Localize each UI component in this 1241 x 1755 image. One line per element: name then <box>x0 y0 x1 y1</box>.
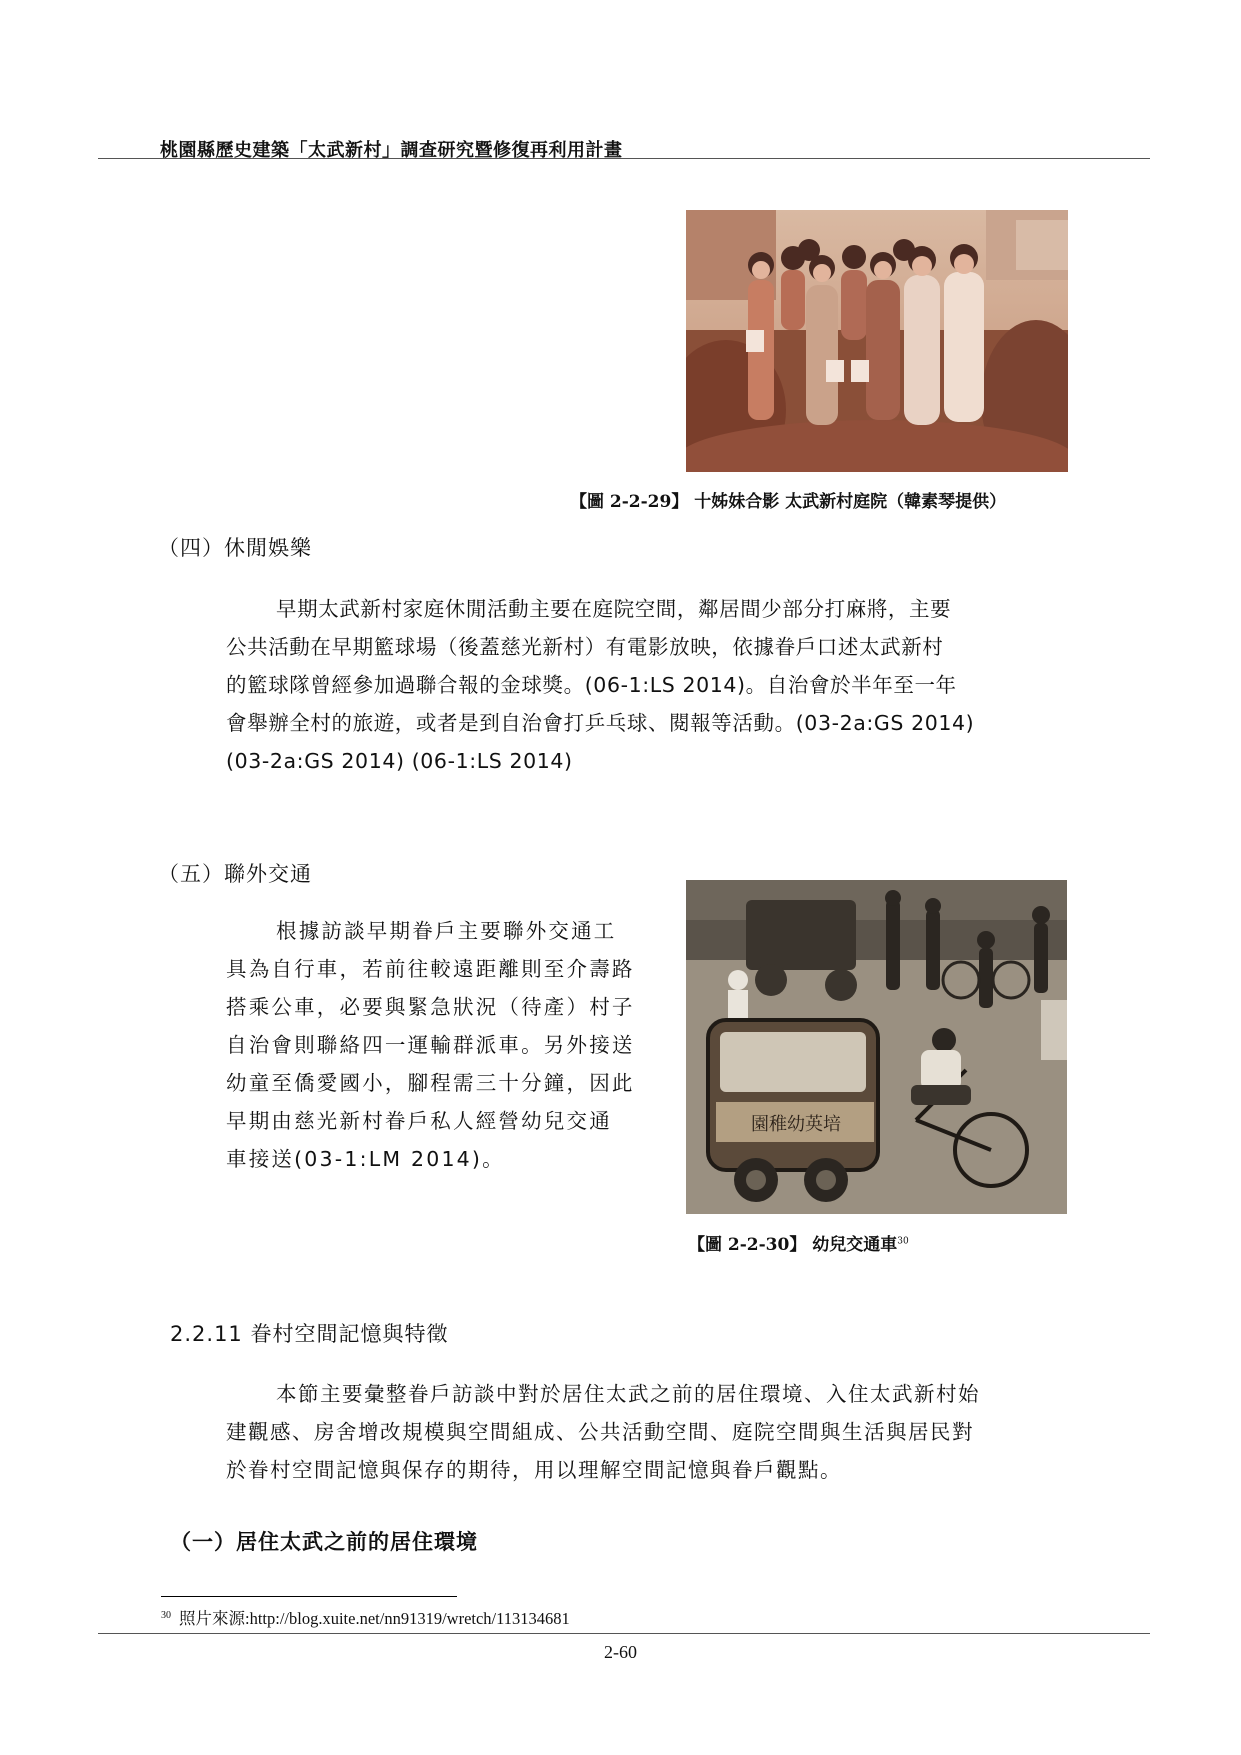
section-heading-transport: （五）聯外交通 <box>158 862 312 886</box>
footnote-rule <box>161 1596 457 1597</box>
text-line: 車接送(03-1:LM 2014)。 <box>226 1147 505 1171</box>
text-line: 早期由慈光新村眷戶私人經營幼兒交通 <box>226 1109 612 1133</box>
footnote <box>161 1605 570 1629</box>
header-rule <box>98 158 1150 159</box>
photo-ten-sisters-image <box>686 210 1068 472</box>
photo-child-transport-image <box>686 880 1067 1214</box>
text-line: 早期太武新村家庭休閒活動主要在庭院空間，鄰居間少部分打麻將，主要 <box>276 597 952 621</box>
paragraph-transport <box>226 912 635 1178</box>
figure-30-caption <box>688 1230 909 1255</box>
sign-text: 園稚幼英培 <box>751 1114 841 1135</box>
footnote-number: 30 <box>161 1609 171 1621</box>
paragraph-memory <box>226 1375 980 1489</box>
text-line: 自治會則聯絡四一運輸群派車。另外接送 <box>226 1033 635 1057</box>
text-line: 幼童至僑愛國小，腳程需三十分鐘，因此 <box>226 1071 635 1095</box>
running-header: 桃園縣歷史建築「太武新村」調查研究暨修復再利用計畫 <box>160 140 623 161</box>
text-line: 本節主要彙整眷戶訪談中對於居住太武之前的居住環境、入住太武新村始 <box>276 1382 980 1406</box>
section-heading-leisure: （四）休閒娛樂 <box>158 536 312 560</box>
text-line: 建觀感、房舍增改規模與空間組成、公共活動空間、庭院空間與生活與居民對 <box>226 1420 974 1444</box>
figure-29-caption: 【圖 2-2-29】 十姊妹合影 太武新村庭院（韓素琴提供） <box>570 492 1007 512</box>
page-number: 2-60 <box>604 1642 637 1662</box>
figure-30-caption-text: 【圖 2-2-30】 幼兒交通車 <box>688 1235 898 1255</box>
text-line: 具為自行車，若前往較遠距離則至介壽路 <box>226 957 635 981</box>
text-line: 於眷村空間記憶與保存的期待，用以理解空間記憶與眷戶觀點。 <box>226 1458 842 1482</box>
footer-rule <box>98 1633 1150 1634</box>
text-line: 公共活動在早期籃球場（後蓋慈光新村）有電影放映，依據眷戶口述太武新村 <box>226 635 944 659</box>
footnote-ref: 30 <box>897 1236 909 1247</box>
section-heading-2-2-11: 2.2.11 眷村空間記憶與特徵 <box>170 1322 449 1346</box>
text-line: 搭乘公車，必要與緊急狀況（待產）村子 <box>226 995 635 1019</box>
section-heading-before-taiwu: （一）居住太武之前的居住環境 <box>170 1530 478 1554</box>
text-line: (03-2a:GS 2014) (06-1:LS 2014) <box>226 749 573 773</box>
text-line: 根據訪談早期眷戶主要聯外交通工 <box>276 919 617 943</box>
paragraph-leisure <box>226 590 974 780</box>
footnote-text: 照片來源:http://blog.xuite.net/nn91319/wretch/113134681 <box>179 1609 570 1628</box>
photo-ten-sisters <box>686 210 1068 472</box>
text-line: 的籃球隊曾經參加過聯合報的金球獎。(06-1:LS 2014)。自治會於半年至一年 <box>226 673 957 697</box>
text-line: 會舉辦全村的旅遊，或者是到自治會打乒乓球、閱報等活動。(03-2a:GS 2014) <box>226 711 975 735</box>
photo-child-transport <box>686 880 1067 1214</box>
